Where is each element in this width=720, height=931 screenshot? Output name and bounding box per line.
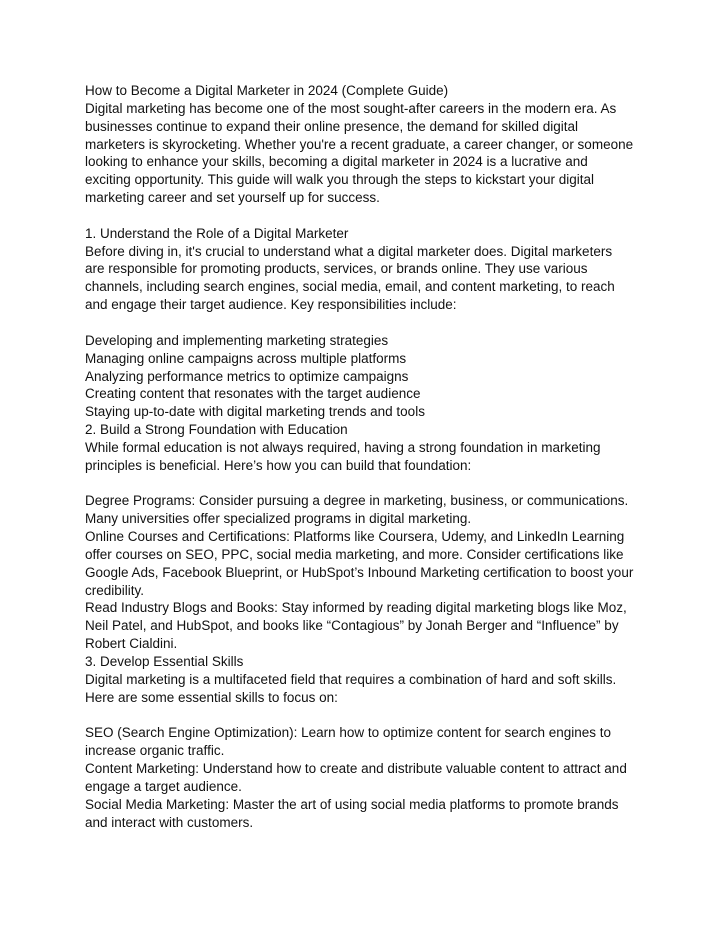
text-line: Digital marketing has become one of the most sought-after careers in the modern era. As (85, 100, 617, 116)
text-line: principles is beneficial. Here’s how you can build that foundation: (85, 457, 472, 473)
text-line: looking to enhance your skills, becoming a digital marketer in 2024 is a lucrative and (85, 154, 588, 170)
text-line: 3. Develop Essential Skills (85, 654, 244, 669)
text-line: Content Marketing: Understand how to create and distribute valuable content to attract and (85, 761, 627, 777)
text-line: Managing online campaigns across multiple platforms (85, 350, 407, 366)
document-body (85, 82, 645, 831)
text-line: engage a target audience. (85, 778, 242, 794)
text-line: and interact with customers. (85, 814, 254, 830)
text-line: Degree Programs: Consider pursuing a degree in marketing, business, or communications. (85, 493, 629, 509)
text-line: Robert Cialdini. (85, 636, 178, 652)
blank-line (85, 707, 645, 725)
text-line: Online Courses and Certifications: Platforms like Coursera, Udemy, and LinkedIn Learning (85, 529, 625, 545)
text-line: 2. Build a Strong Foundation with Education (85, 422, 348, 438)
text-line: Google Ads, Facebook Blueprint, or HubSpot’s Inbound Marketing certification to boost your (85, 564, 634, 580)
text-line: Analyzing performance metrics to optimize campaigns (85, 368, 409, 384)
text-line: Neil Patel, and HubSpot, and books like “Contagious” by Jonah Berger and “Influence” by (85, 618, 619, 634)
text-line: Read Industry Blogs and Books: Stay informed by reading digital marketing blogs like Moz, (85, 600, 627, 616)
text-line: Social Media Marketing: Master the art of using social media platforms to promote brands (85, 796, 619, 812)
blank-line (85, 207, 645, 225)
text-line: channels, including search engines, social media, email, and content marketing, to reach (85, 279, 615, 295)
text-line: Many universities offer specialized programs in digital marketing. (85, 511, 472, 527)
blank-line (85, 475, 645, 493)
text-line: marketers is skyrocketing. Whether you're a recent graduate, a career changer, or someone (85, 136, 634, 152)
text-line: credibility. (85, 582, 145, 598)
text-line: businesses continue to expand their online presence, the demand for skilled digital (85, 118, 579, 134)
blank-line (85, 314, 645, 332)
text-line: are responsible for promoting products, services, or brands online. They use various (85, 261, 588, 277)
text-line: 1. Understand the Role of a Digital Marketer (85, 225, 349, 241)
text-line: exciting opportunity. This guide will walk you through the steps to kickstart your digital (85, 172, 595, 188)
text-line: Digital marketing is a multifaceted field that requires a combination of hard and soft skills. (85, 671, 617, 687)
text-line: Here are some essential skills to focus on: (85, 689, 338, 705)
text-line: Staying up-to-date with digital marketing trends and tools (85, 404, 425, 420)
text-line: Before diving in, it's crucial to understand what a digital marketer does. Digital marketers (85, 243, 613, 259)
text-line: SEO (Search Engine Optimization): Learn how to optimize content for search engines to (85, 725, 612, 741)
text-line: While formal education is not always required, having a strong foundation in marketing (85, 439, 601, 455)
text-line: Developing and implementing marketing strategies (85, 332, 389, 348)
text-line: marketing career and set yourself up for success. (85, 190, 380, 206)
text-line: offer courses on SEO, PPC, social media marketing, and more. Consider certifications like (85, 546, 624, 562)
text-line: increase organic traffic. (85, 743, 225, 759)
text-line: and engage their target audience. Key responsibilities include: (85, 297, 457, 313)
text-line: Creating content that resonates with the target audience (85, 386, 421, 402)
text-line: How to Become a Digital Marketer in 2024 (Complete Guide) (85, 83, 449, 98)
